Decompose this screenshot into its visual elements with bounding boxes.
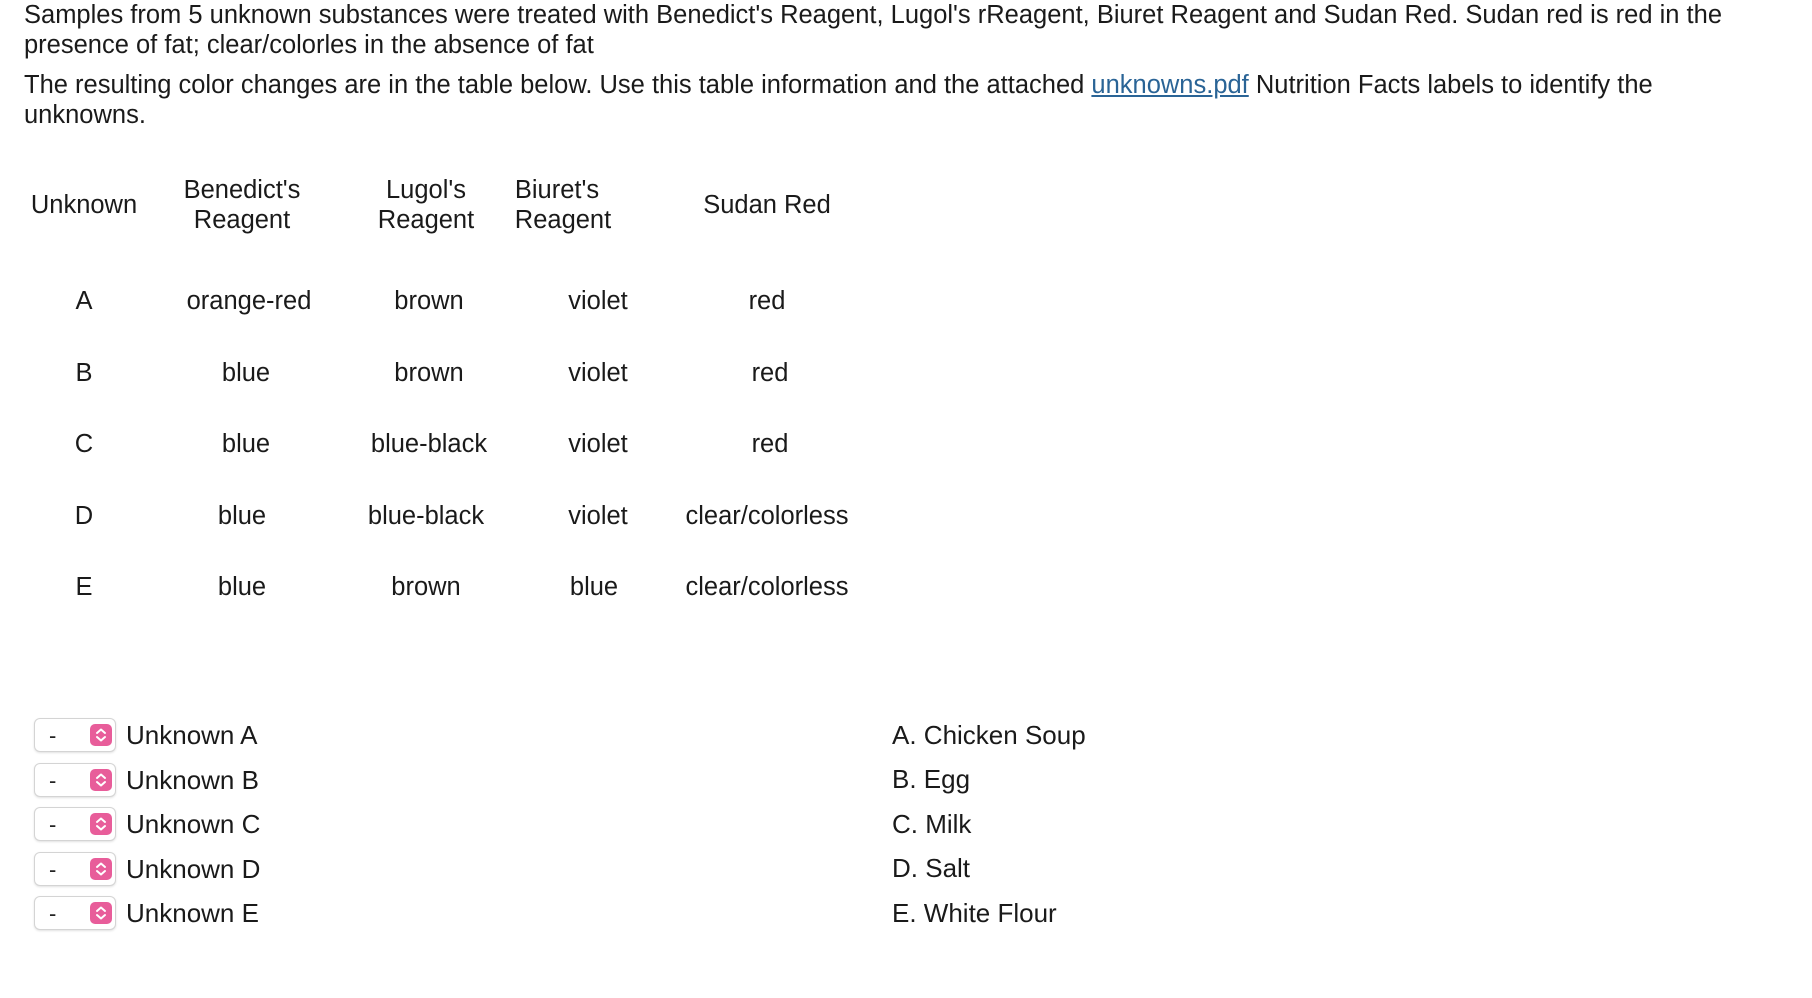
cell-unknown: B	[75, 359, 93, 387]
answer-select-unknown-b[interactable]	[34, 763, 116, 797]
match-row-unknown-c	[34, 806, 260, 842]
answer-choice: A. Chicken Soup	[892, 720, 1086, 750]
cell-unknown: A	[75, 287, 93, 315]
cell-biurets: violet	[568, 430, 628, 458]
select-value: -	[49, 768, 57, 793]
match-label-unknown-d: Unknown D	[126, 854, 261, 884]
answer-select-unknown-a[interactable]	[34, 718, 116, 752]
cell-lugols: blue-black	[367, 502, 485, 530]
answer-choice: E. White Flour	[892, 898, 1057, 928]
cell-unknown: C	[74, 430, 94, 458]
cell-sudan: clear/colorless	[685, 573, 849, 601]
select-value: -	[49, 901, 57, 926]
select-value: -	[49, 812, 57, 837]
header-sudan-red: Sudan Red	[703, 191, 831, 219]
cell-benedicts: blue	[221, 359, 271, 387]
cell-benedicts: blue	[217, 573, 267, 601]
cell-unknown: E	[75, 573, 93, 601]
cell-unknown: D	[74, 502, 94, 530]
up-down-arrows-icon	[90, 902, 112, 924]
cell-biurets: violet	[568, 502, 628, 530]
match-row-unknown-e	[34, 895, 259, 931]
cell-benedicts: orange-red	[186, 287, 312, 315]
answer-select-unknown-c[interactable]	[34, 807, 116, 841]
cell-sudan: clear/colorless	[685, 502, 849, 530]
cell-benedicts: blue	[221, 430, 271, 458]
header-biurets-line2: Reagent	[514, 206, 612, 234]
answer-choice: B. Egg	[892, 764, 971, 794]
match-row-unknown-a	[34, 717, 258, 753]
answer-select-unknown-d[interactable]	[34, 852, 116, 886]
select-value: -	[49, 723, 57, 748]
cell-sudan: red	[751, 430, 789, 458]
answer-select-unknown-e[interactable]	[34, 896, 116, 930]
cell-benedicts: blue	[217, 502, 267, 530]
cell-lugols: blue-black	[370, 430, 488, 458]
answer-choice: C. Milk	[892, 809, 972, 839]
instructions-text: The resulting color changes are in the table below. Use this table information and the attached	[24, 71, 1092, 99]
match-label-unknown-c: Unknown C	[126, 809, 261, 839]
match-label-unknown-b: Unknown B	[126, 765, 259, 795]
up-down-arrows-icon	[90, 724, 112, 746]
header-biurets-line1: Biuret's	[514, 176, 600, 204]
cell-biurets: violet	[568, 359, 628, 387]
header-benedicts-line2: Reagent	[193, 206, 291, 234]
instructions-paragraph-2	[24, 70, 1744, 130]
match-row-unknown-d	[34, 851, 260, 887]
cell-lugols: brown	[394, 359, 464, 387]
match-row-unknown-b	[34, 762, 259, 798]
instructions	[24, 0, 1744, 130]
header-unknown: Unknown	[30, 191, 138, 219]
unknowns-pdf-link[interactable]: unknowns.pdf	[1091, 71, 1249, 99]
up-down-arrows-icon	[90, 858, 112, 880]
instructions-paragraph-1: Samples from 5 unknown substances were treated with Benedict's Reagent, Lugol's rReagent, Biuret Reagent and Sudan Red. Sudan red is red in the presence of fat; clear/colorles in the absence of fat	[24, 1, 1723, 59]
header-lugols-line1: Lugol's	[385, 176, 467, 204]
header-lugols-line2: Reagent	[377, 206, 475, 234]
up-down-arrows-icon	[90, 813, 112, 835]
cell-biurets: violet	[568, 287, 628, 315]
instructions-text-end: Nutrition Facts labels to identify the unknowns.	[24, 71, 1653, 129]
cell-sudan: red	[748, 287, 786, 315]
cell-lugols: brown	[391, 573, 461, 601]
match-label-unknown-a: Unknown A	[126, 720, 258, 750]
answer-choice: D. Salt	[892, 853, 971, 883]
select-value: -	[49, 857, 57, 882]
cell-lugols: brown	[394, 287, 464, 315]
cell-biurets: blue	[569, 573, 619, 601]
match-label-unknown-e: Unknown E	[126, 898, 259, 928]
cell-sudan: red	[751, 359, 789, 387]
up-down-arrows-icon	[90, 769, 112, 791]
header-benedicts-line1: Benedict's	[183, 176, 301, 204]
